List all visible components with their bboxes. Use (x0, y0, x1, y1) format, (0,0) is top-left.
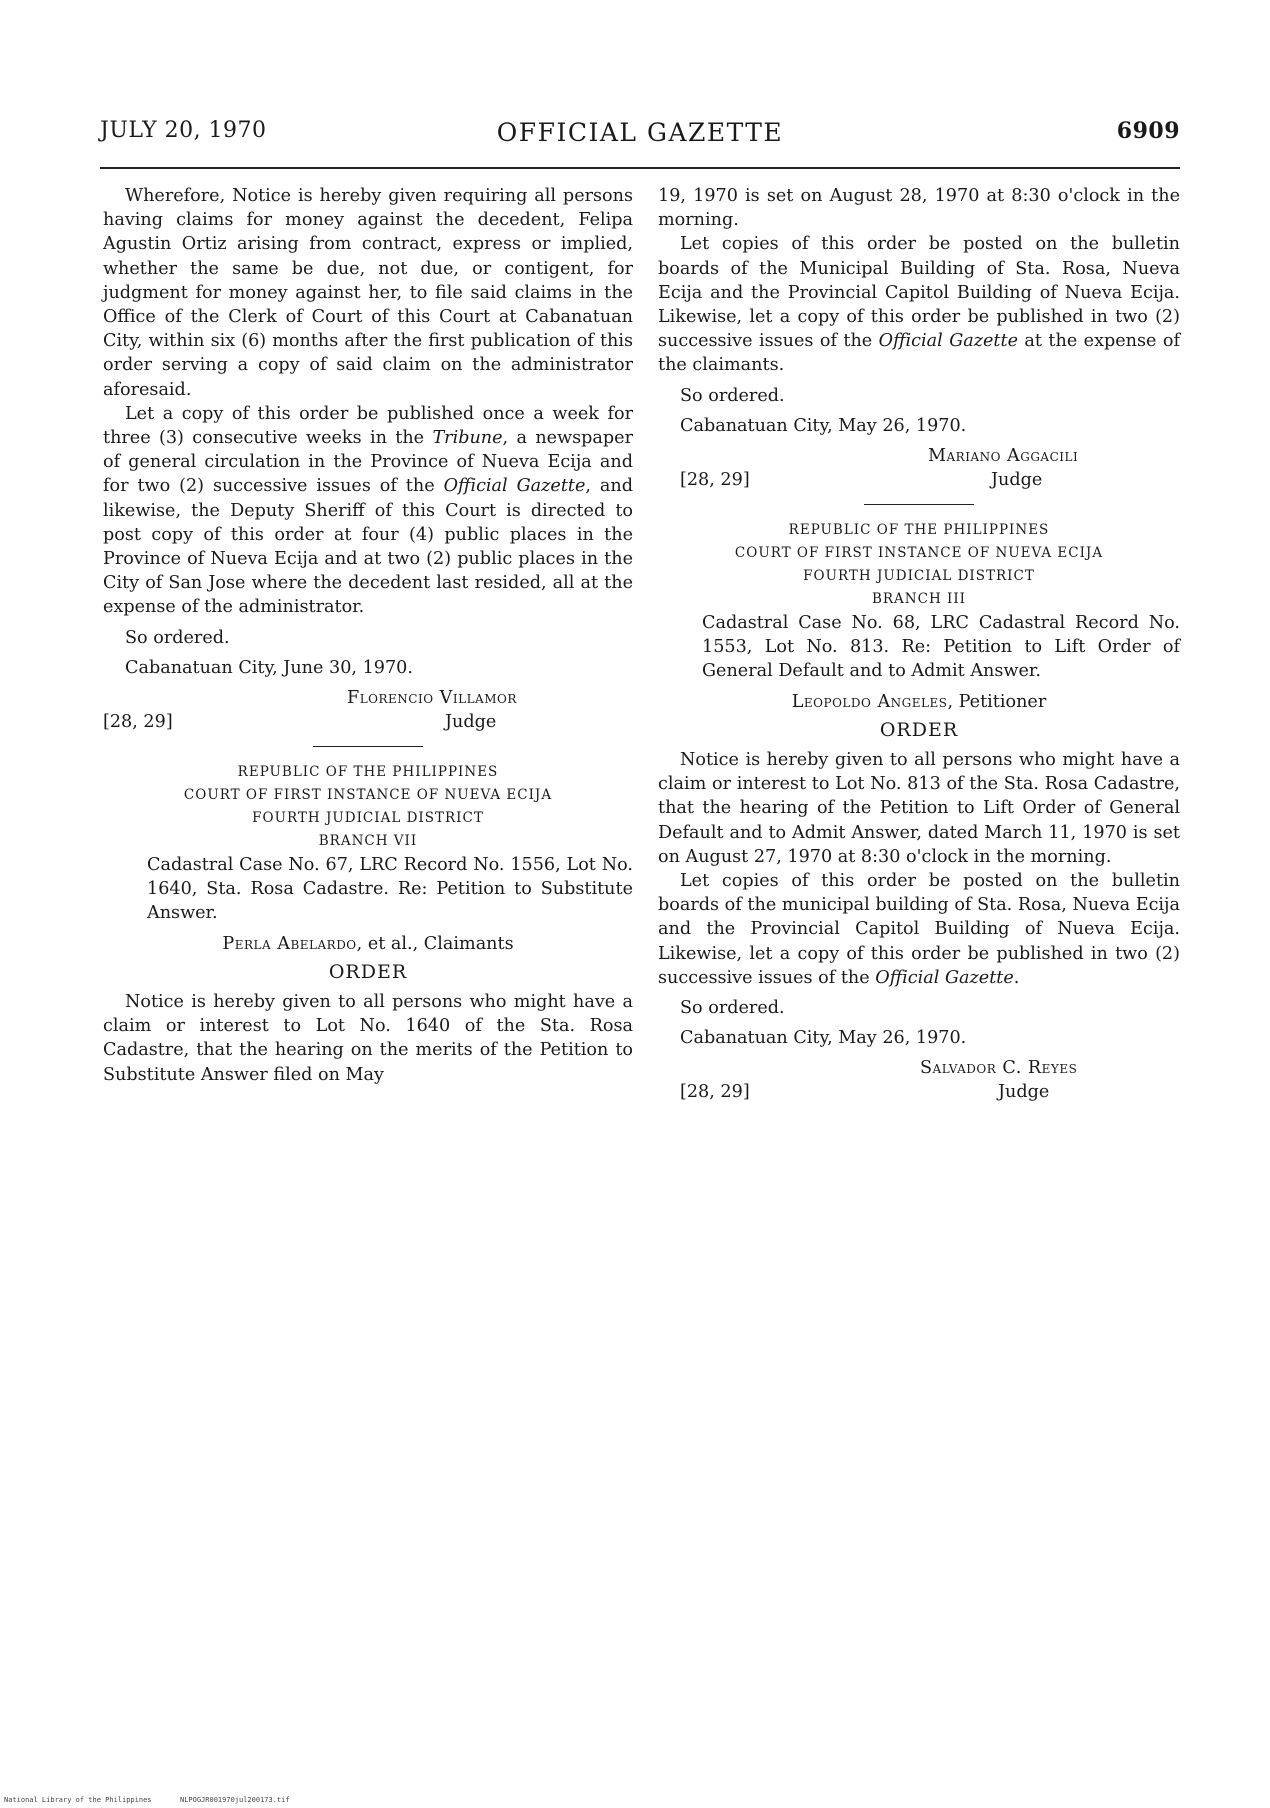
right-judge-name: Mariano Aggacili (928, 446, 1079, 467)
right-so-ordered: So ordered. (680, 385, 785, 406)
right-signature-2 (658, 1052, 1180, 1102)
right-column (658, 184, 1180, 1102)
right-paragraph-3: Let copies of this order be posted on the bulletin boards of the municipal building of Sta. Rosa, Nueva Ecija and the Provincial Capitol Building of Nueva Ecija. Likewise, let a copy of this order be published in two (2) successive issues of the Official Gazette. (658, 871, 1180, 988)
right-place-date-2: Cabanatuan City, May 26, 1970. (680, 1028, 967, 1049)
right-party-line: Leopoldo Angeles, Petitioner (791, 691, 1047, 712)
left-place-date: Cabanatuan City, June 30, 1970. (125, 657, 413, 678)
footer-library-credit: National Library of the Philippines (4, 1796, 152, 1804)
left-party-line: Perla Abelardo, et al., Claimants (222, 933, 514, 954)
left-issue-ref: [28, 29] (103, 712, 173, 733)
header-page-number: 6909 (1116, 118, 1180, 144)
header-title: OFFICIAL GAZETTE (496, 118, 784, 147)
right-paragraph-1: Let copies of this order be posted on the bulletin boards of the Municipal Building of Sta. Rosa, Nueva Ecija and the Provincial Capitol Building of Nueva Ecija. Likewise, let a copy of this order be published in two (2) successive issues of the Official Gazette at the expense of the claimants. (658, 234, 1180, 376)
right-order-title: ORDER (879, 718, 959, 741)
right-paragraph-0: 19, 1970 is set on August 28, 1970 at 8:30 o'clock in the morning. (658, 186, 1180, 231)
right-so-ordered-2: So ordered. (680, 998, 785, 1019)
left-signature (103, 682, 633, 732)
left-order-title: ORDER (328, 960, 408, 983)
right-separator (864, 504, 974, 505)
right-court-heading: REPUBLIC OF THE PHILIPPINES COURT OF FIRST INSTANCE OF NUEVA ECIJA FOURTH JUDICIAL DISTRICT BRANCH III (734, 522, 1104, 608)
right-judge-title: Judge (991, 470, 1043, 491)
left-paragraph-2: Let a copy of this order be published once a week for three (3) consecutive weeks in the Tribune, a newspaper of general circulation in the Province of Nueva Ecija and for two (2) successive issues of the Official Gazette, and likewise, the Deputy Sheriff of this Court is directed to post copy of this order at four (4) public places in the Province of Nueva Ecija and at two (2) public places in the City of San Jose where the decedent last resided, all at the expense of the administrator. (103, 403, 633, 618)
left-paragraph-3: Notice is hereby given to all persons who might have a claim or interest to Lot No. 1640 of the Sta. Rosa Cadastre, that the hearing on the merits of the Petition to Substitute Answer filed on May (103, 992, 633, 1085)
left-so-ordered: So ordered. (125, 627, 230, 648)
right-place-date: Cabanatuan City, May 26, 1970. (680, 415, 967, 436)
left-judge-title: Judge (445, 712, 497, 733)
right-signature-1 (658, 440, 1180, 490)
right-paragraph-2: Notice is hereby given to all persons who might have a claim or interest to Lot No. 813 of the Sta. Rosa Cadastre, that the hearing of the Petition to Lift Order of General Default and to Admit Answer, dated March 11, 1970 is set on August 27, 1970 at 8:30 o'clock in the morning. (658, 750, 1180, 867)
right-judge-name-2: Salvador C. Reyes (920, 1058, 1078, 1079)
footer-file-name: NLPOGJR001970jul200173.tif (180, 1796, 290, 1804)
right-issue-ref: [28, 29] (680, 470, 750, 491)
page-header (100, 118, 1180, 154)
left-paragraph-1: Wherefore, Notice is hereby given requiring all persons having claims for money against the decedent, Felipa Agustin Ortiz arising from contract, express or implied, whether the same be due, not due, or contigent, for judgment for money against her, to file said claims in the Office of the Clerk of Court of this Court at Cabanatuan City, within six (6) months after the first publication of this order serving a copy of said claim on the administrator aforesaid. (103, 186, 633, 400)
header-date: JULY 20, 1970 (100, 118, 267, 143)
right-judge-title-2: Judge (998, 1082, 1050, 1103)
left-court-heading: REPUBLIC OF THE PHILIPPINES COURT OF FIRST INSTANCE OF NUEVA ECIJA FOURTH JUDICIAL DISTRICT BRANCH VII (183, 764, 553, 850)
right-issue-ref-2: [28, 29] (680, 1082, 750, 1103)
left-case-title: Cadastral Case No. 67, LRC Record No. 1556, Lot No. 1640, Sta. Rosa Cadastre. Re: Petition to Substitute Answer. (147, 855, 633, 924)
left-separator (313, 746, 423, 747)
left-judge-name: Florencio Villamor (347, 688, 517, 709)
left-column (103, 184, 633, 1087)
right-case-title: Cadastral Case No. 68, LRC Cadastral Record No. 1553, Lot No. 813. Re: Petition to Lift Order of General Default and to Admit Answer. (702, 613, 1180, 682)
header-rule (100, 167, 1180, 169)
